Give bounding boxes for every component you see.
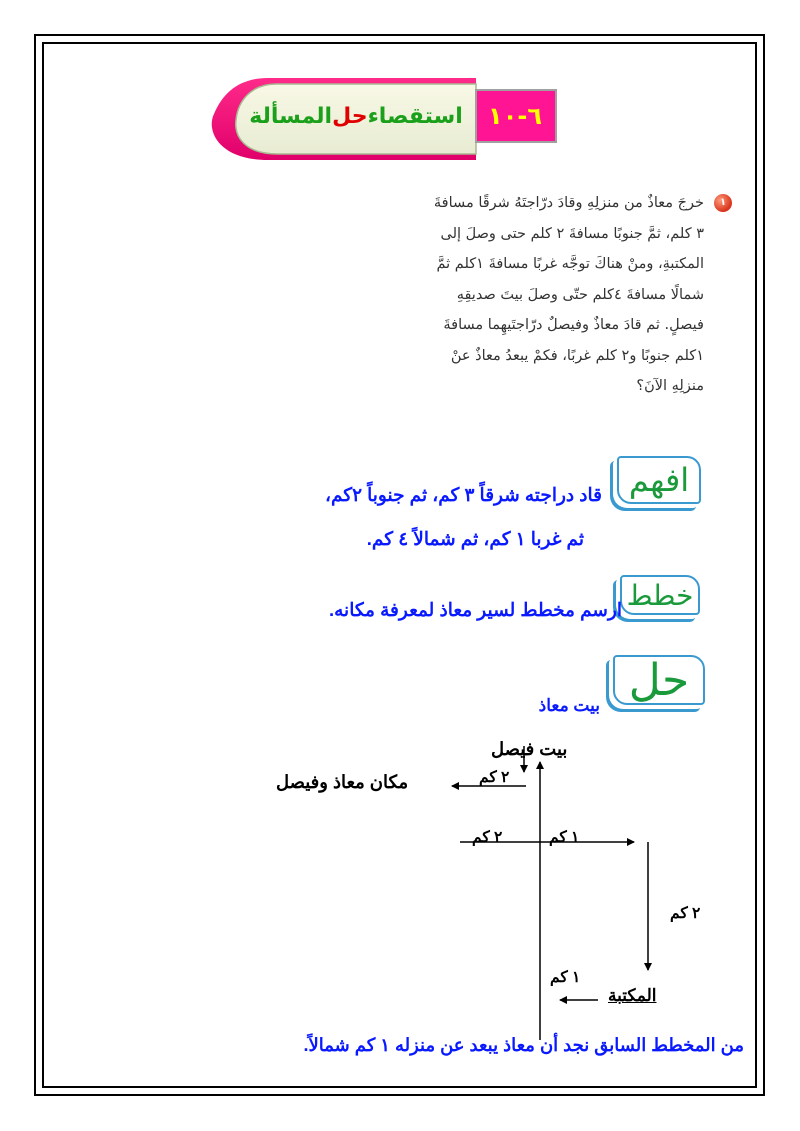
- conclusion-text: من المخطط السابق نجد أن معاذ يبعد عن منزله ١ كم شمالاً.: [303, 1035, 744, 1055]
- problem-line: المكتبةِ، ومنْ هناكَ توجَّه غربًا مسافةَ ١كلم ثمَّ: [436, 256, 704, 272]
- problem-line: ١كلم جنوبًا و٢ كلم غربًا، فكمْ يبعدُ معاذٌ عنْ: [450, 347, 704, 364]
- faisal-house-label: بيت فيصل: [491, 739, 568, 759]
- km-label: ١ كم: [549, 829, 580, 846]
- understand-label: افهم: [628, 461, 690, 499]
- km-label: ٢ كم: [472, 829, 503, 846]
- plan-text: ارسم مخطط لسير معاذ لمعرفة مكانه.: [328, 599, 622, 620]
- current-place-label: مكان معاذ وفيصل: [276, 772, 409, 792]
- problem-number: ١: [719, 197, 727, 208]
- understand-line-2: ثم غربا ١ كم، ثم شمالاً ٤ كم.: [366, 528, 584, 549]
- km-label: ٢ كم: [479, 769, 510, 786]
- km-label: ٢ كم: [670, 905, 701, 922]
- library-label: المكتبة: [608, 986, 657, 1005]
- problem-line: شمالًا مسافةَ ٤كلم حتّى وصلَ بيتَ صديقِهِ: [456, 286, 704, 303]
- km-label: ١ كم: [550, 969, 581, 986]
- understand-line-1: قاد دراجته شرقاً ٣ كم، ثم جنوباً ٢كم،: [324, 484, 602, 505]
- plan-label: خطط: [626, 578, 694, 612]
- lesson-number: ٦-١٠: [488, 102, 542, 130]
- solve-label: حل: [628, 654, 690, 706]
- lesson-title-part3: المسألة: [249, 103, 333, 129]
- home-label: بيت معاذ: [538, 696, 600, 715]
- lesson-title-part1: استقصاء: [367, 103, 463, 129]
- lesson-title-part2: حل: [332, 103, 368, 129]
- problem-line: منزلِهِ الآنَ؟: [636, 378, 704, 394]
- problem-line: فيصلٍ. ثم قادَ معاذٌ وفيصلٌ درّاجتَيهِما مسافةَ: [443, 317, 704, 333]
- problem-line: خرجَ معاذٌ من منزلِهِ وقادَ درّاجتَهُ شرقًا مسافةَ: [433, 195, 704, 211]
- problem-line: ٣ كلم، ثمَّ جنوبًا مسافةَ ٢ كلم حتى وصلَ إلى: [440, 225, 704, 242]
